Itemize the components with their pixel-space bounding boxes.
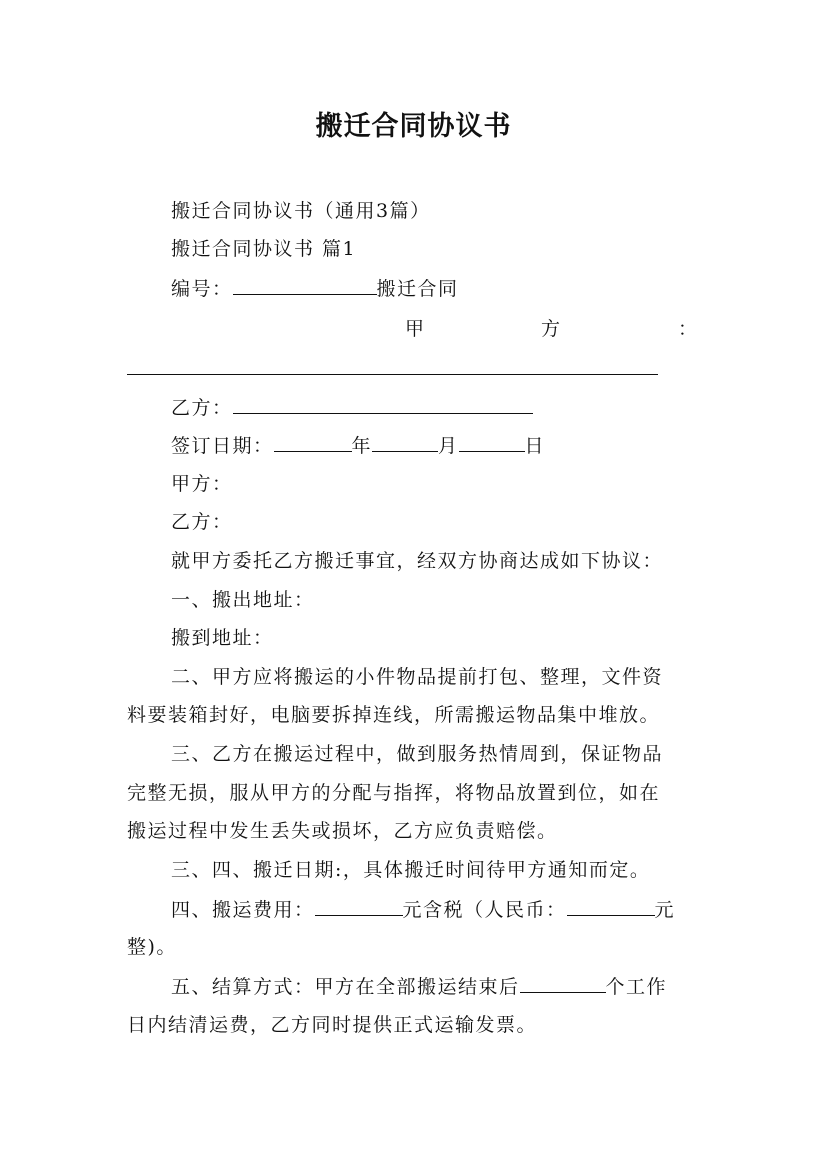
item4-line1 [171,897,675,922]
number-suffix: 搬迁合同 [376,278,459,300]
sign-date-line [171,433,545,458]
item2-line1: 二、甲方应将搬运的小件物品提前打包、整理，文件资 [171,666,664,688]
party-b-label: 乙方： [171,397,233,419]
workday-blank [520,974,606,993]
party-a-blank [127,374,658,375]
rmb-blank [567,897,655,916]
item3b-line: 三、四、搬迁日期:，具体搬迁时间待甲方通知而定。 [171,859,651,881]
year-blank [274,433,352,452]
number-label: 编号： [171,278,233,300]
month-label: 月 [438,435,459,457]
party-a-char-1: 甲 [405,318,425,340]
item3-line2: 完整无损，服从甲方的分配与指挥，将物品放置到位，如在 [127,782,661,804]
day-label: 日 [524,435,546,457]
month-blank [372,433,438,452]
number-blank [233,276,377,295]
contract-number-line [171,276,459,301]
day-blank [459,433,525,452]
item1-to-address: 搬到地址： [171,627,274,649]
party-a-char-2: 方 [541,318,561,340]
item3-line1: 三、乙方在搬运过程中，做到服务热情周到，保证物品 [171,743,664,765]
party-b-sign: 乙方： [171,511,233,533]
party-b-blank [233,395,533,414]
item4-end: 元 [654,899,676,921]
document-title: 搬迁合同协议书 [315,111,512,142]
fee-blank [315,897,403,916]
item2-line2: 料要装箱封好，电脑要拆掉连线，所需搬运物品集中堆放。 [127,704,661,726]
year-label: 年 [351,435,373,457]
item3-line3: 搬运过程中发生丢失或损坏，乙方应负责赔偿。 [127,820,558,842]
item5-prefix: 五、结算方式：甲方在全部搬运结束后 [171,976,520,998]
item4-line2: 整)。 [127,936,177,958]
party-a-sign: 甲方： [171,473,233,495]
sign-date-label: 签订日期： [171,435,274,457]
section-heading: 搬迁合同协议书 篇1 [171,238,357,260]
party-b-line [171,395,533,420]
item4-prefix: 四、搬运费用： [171,899,315,921]
party-a-char-3: ： [678,318,698,340]
intro-paragraph: 就甲方委托乙方搬迁事宜，经双方协商达成如下协议： [171,550,664,572]
item1-out-address: 一、搬出地址： [171,589,315,611]
item4-mid: 元含税（人民币： [402,899,567,921]
item5-line1 [171,974,667,999]
document-subtitle: 搬迁合同协议书（通用3篇） [171,200,431,222]
item5-line2: 日内结清运费，乙方同时提供正式运输发票。 [127,1014,538,1036]
item5-suffix: 个工作 [605,976,668,998]
